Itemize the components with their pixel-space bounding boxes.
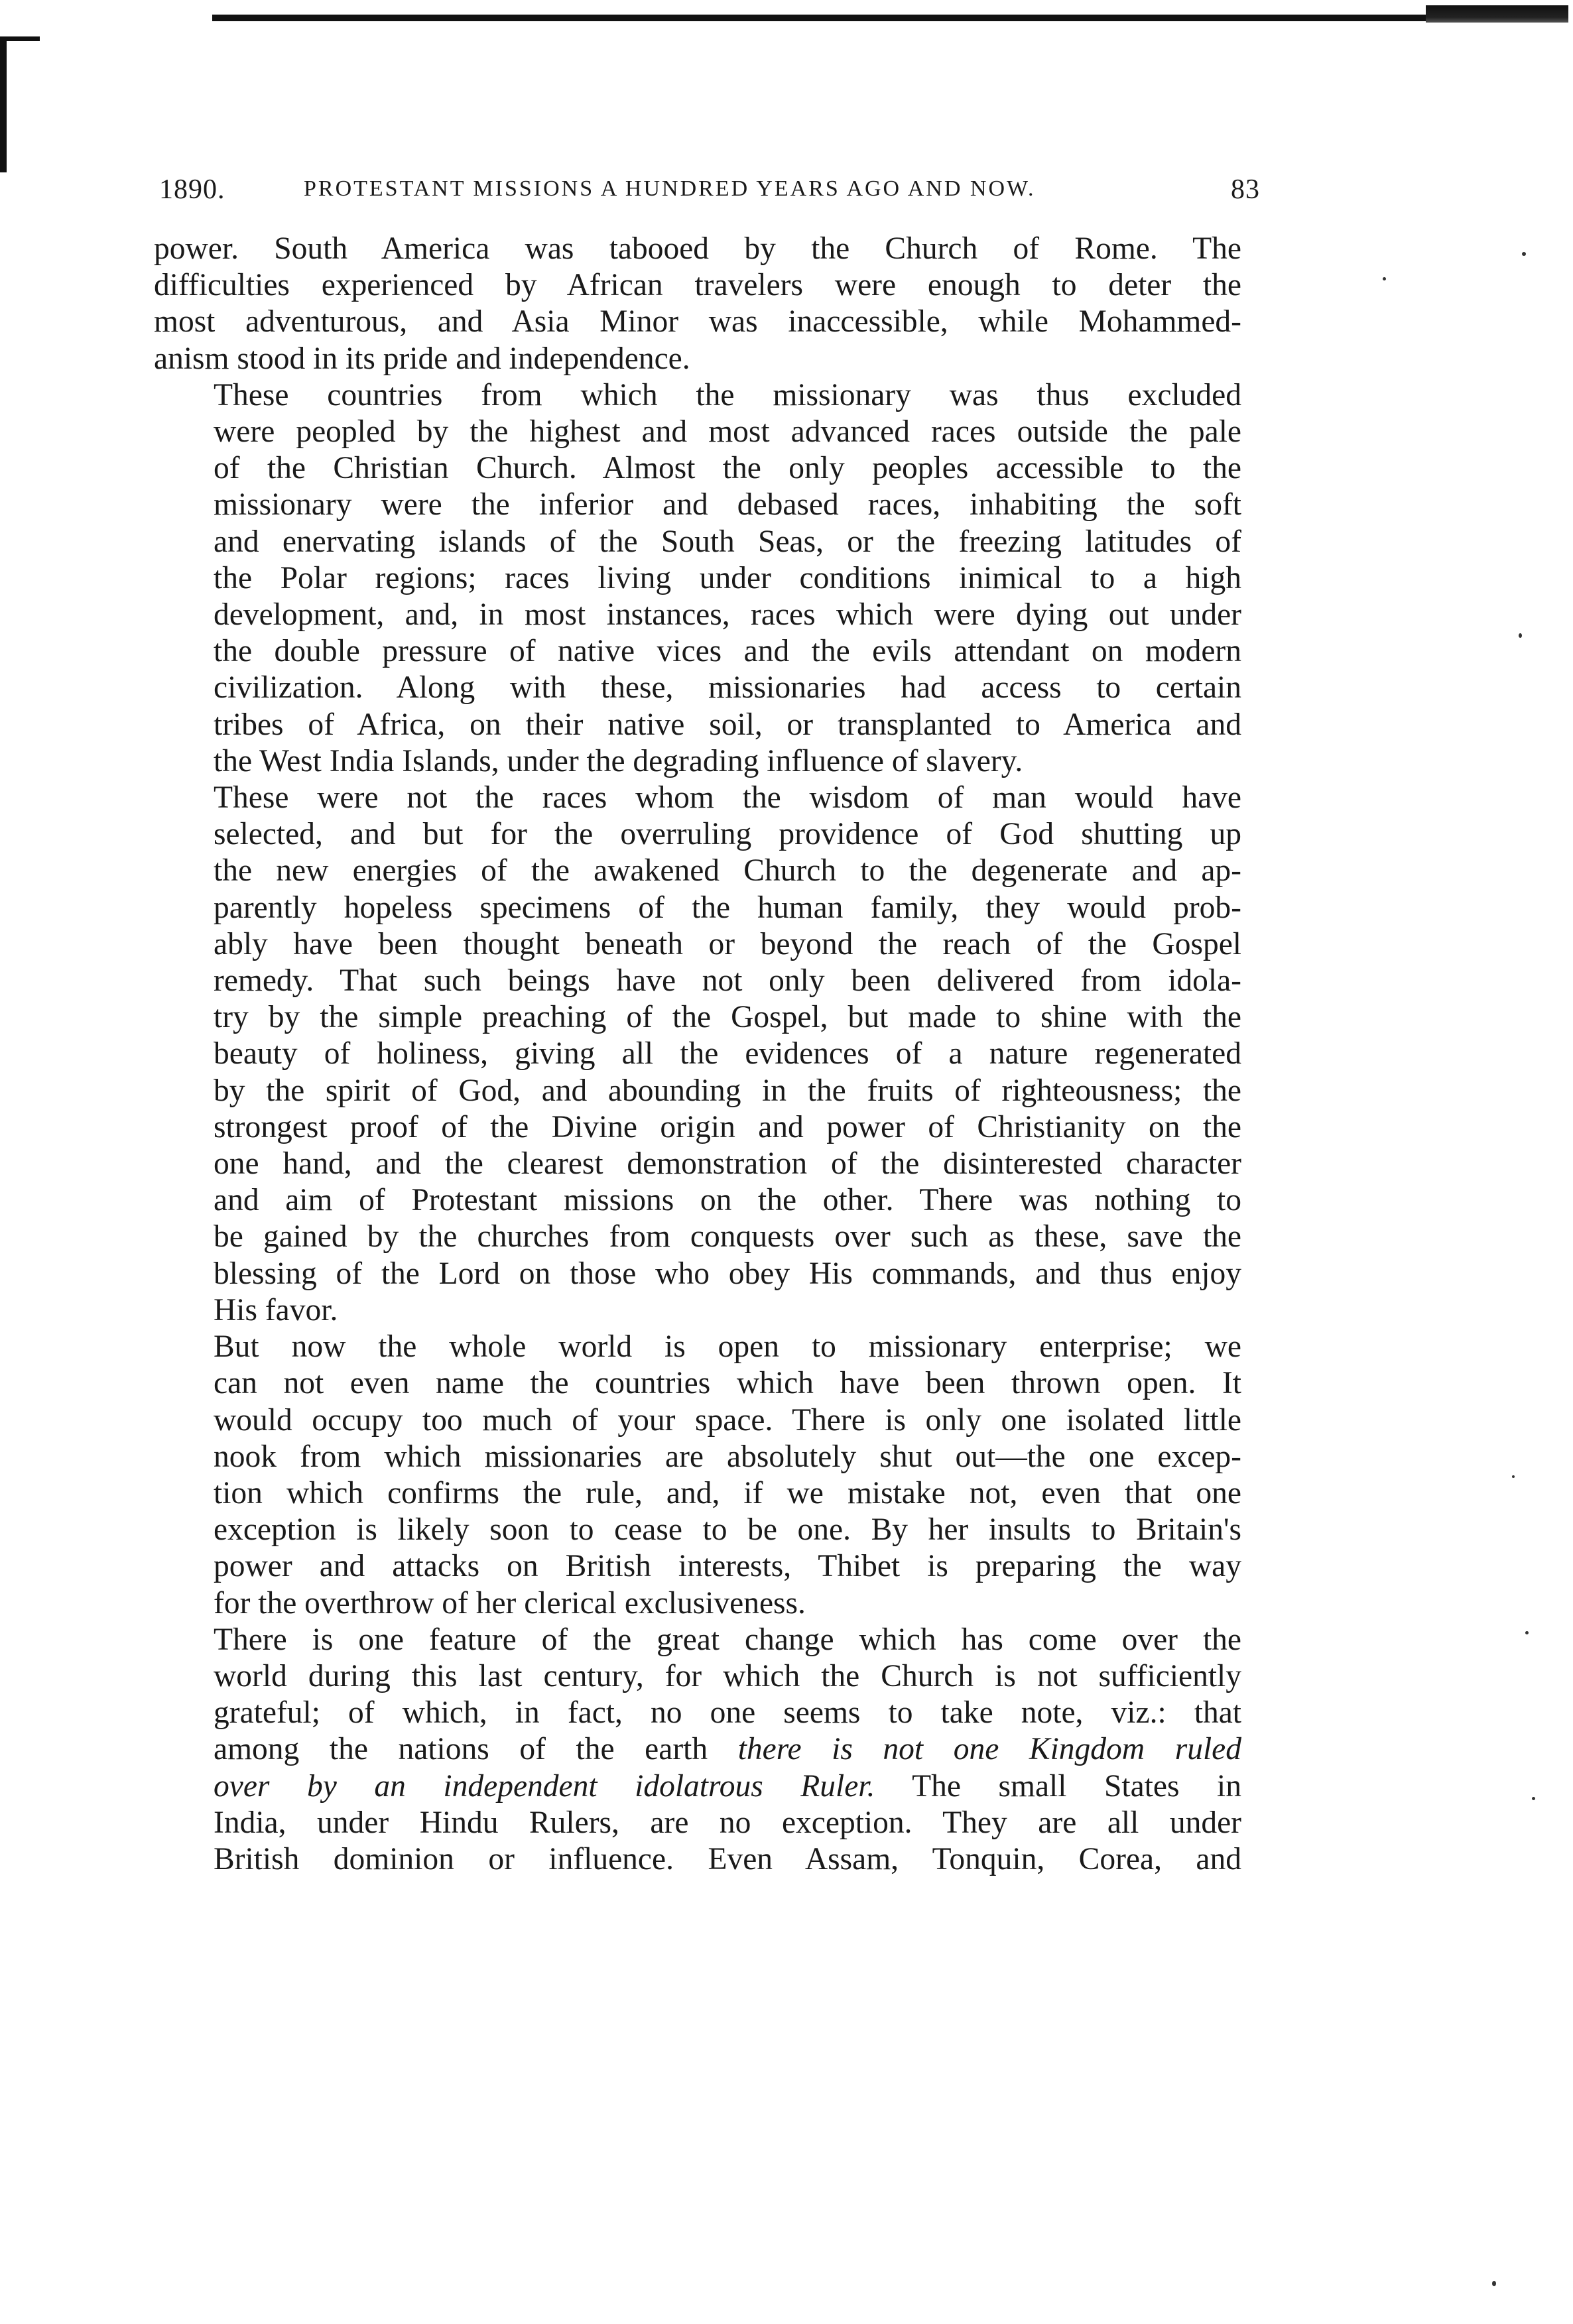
text-line — [154, 1768, 1241, 1805]
scan-speck — [1383, 277, 1386, 280]
header-year: 1890. — [159, 174, 225, 205]
text-line: would occupy too much of your space. There is only one isolated little — [214, 1402, 1241, 1437]
text-line: were peopled by the highest and most advanced races outside the pale — [214, 414, 1241, 450]
running-header — [159, 174, 1260, 214]
text-line: try by the simple preaching of the Gospel, but made to shine with the — [214, 1000, 1241, 1035]
text-line: world during this last century, for which the Church is not sufficiently — [214, 1658, 1241, 1693]
text-line: the new energies of the awakened Church to the degenerate and ap- — [214, 853, 1241, 888]
text-line — [154, 1731, 1241, 1768]
paragraph-4 — [154, 1329, 1241, 1622]
text-line: by the spirit of God, and abounding in the fruits of righteousness; the — [214, 1073, 1241, 1108]
text-line: remedy. That such beings have not only been delivered from idola- — [214, 963, 1241, 999]
text-line: But now the whole world is open to missionary enterprise; we — [214, 1329, 1241, 1365]
text-run: among the nations of the earth — [214, 1732, 738, 1767]
paragraph-1 — [154, 231, 1241, 377]
text-line: His favor. — [214, 1292, 338, 1327]
page-body — [154, 231, 1241, 1878]
text-line: These were not the races whom the wisdom of man would have — [214, 780, 1241, 816]
text-run: The small States in — [875, 1768, 1241, 1804]
text-line: India, under Hindu Rulers, are no exception. They are all under — [214, 1805, 1241, 1840]
scan-speck — [1492, 2281, 1496, 2286]
text-line: beauty of holiness, giving all the evidences of a nature regenerated — [214, 1036, 1241, 1071]
page-number: 83 — [1231, 174, 1260, 205]
text-line: the West India Islands, under the degrading influence of slavery. — [214, 743, 1023, 778]
scan-border-left — [0, 40, 7, 172]
text-line: be gained by the churches from conquests over such as these, save the — [214, 1219, 1241, 1254]
text-line: selected, and but for the overruling providence of God shutting up — [214, 817, 1241, 852]
text-line: development, and, in most instances, races which were dying out under — [214, 597, 1241, 633]
scan-speck — [1525, 1631, 1529, 1634]
text-line: tion which confirms the rule, and, if we mistake not, even that one — [214, 1475, 1241, 1510]
text-line: can not even name the countries which have been thrown open. It — [214, 1366, 1241, 1401]
text-line: of the Christian Church. Almost the only peoples accessible to the — [214, 451, 1241, 486]
text-line: anism stood in its pride and independence. — [154, 341, 690, 376]
text-line: There is one feature of the great change which has come over the — [214, 1622, 1241, 1657]
paragraph-3 — [154, 780, 1241, 1329]
emphasis-run: there is not one Kingdom ruled — [737, 1732, 1241, 1767]
scan-speck — [1532, 1797, 1535, 1800]
text-line: power and attacks on British interests, Thibet is preparing the way — [214, 1549, 1241, 1584]
text-line: and aim of Protestant missions on the other. There was nothing to — [214, 1183, 1241, 1218]
scan-border-corner — [1426, 5, 1568, 23]
text-line: tribes of Africa, on their native soil, or transplanted to America and — [214, 707, 1241, 742]
text-line: strongest proof of the Divine origin and power of Christianity on the — [214, 1109, 1241, 1144]
text-line: for the overthrow of her clerical exclusiveness. — [214, 1585, 806, 1621]
text-line: British dominion or influence. Even Assam, Tonquin, Corea, and — [214, 1841, 1241, 1876]
text-line: most adventurous, and Asia Minor was inaccessible, while Mohammed- — [154, 304, 1241, 339]
text-line: and enervating islands of the South Seas, or the freezing latitudes of — [214, 524, 1241, 559]
text-line: missionary were the inferior and debased races, inhabiting the soft — [214, 487, 1241, 522]
text-line: civilization. Along with these, missionaries had access to certain — [214, 670, 1241, 705]
scan-speck — [1512, 1475, 1515, 1478]
text-line: difficulties experienced by African travelers were enough to deter the — [154, 268, 1241, 303]
text-line: power. South America was tabooed by the Church of Rome. The — [154, 231, 1241, 266]
text-line: nook from which missionaries are absolutely shut out—the one excep- — [214, 1439, 1241, 1474]
text-line: exception is likely soon to cease to be one. By her insults to Britain's — [214, 1512, 1241, 1548]
text-line: the double pressure of native vices and the evils attendant on modern — [214, 634, 1241, 669]
text-line: These countries from which the missionary was thus excluded — [214, 377, 1241, 412]
text-line: blessing of the Lord on those who obey His commands, and thus enjoy — [214, 1256, 1241, 1291]
scan-speck — [1519, 633, 1522, 638]
scan-speck — [1522, 252, 1526, 256]
text-line: one hand, and the clearest demonstration of the disinterested character — [214, 1146, 1241, 1182]
text-line: grateful; of which, in fact, no one seems to take note, viz.: that — [214, 1695, 1241, 1731]
paragraph-5 — [154, 1622, 1241, 1878]
header-title: PROTESTANT MISSIONS A HUNDRED YEARS AGO AND NOW. — [304, 176, 1036, 201]
paragraph-2 — [154, 377, 1241, 780]
text-line: parently hopeless specimens of the human family, they would prob- — [214, 890, 1241, 925]
text-line: the Polar regions; races living under conditions inimical to a high — [214, 560, 1241, 595]
scan-border-top — [212, 15, 1539, 21]
emphasis-run: over by an independent idolatrous Ruler. — [214, 1768, 875, 1804]
text-line: ably have been thought beneath or beyond the reach of the Gospel — [214, 926, 1241, 961]
